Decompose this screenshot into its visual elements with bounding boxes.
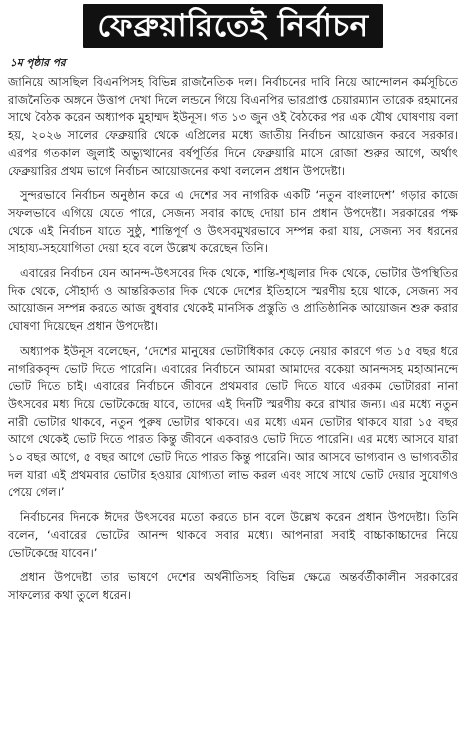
- article-paragraph: প্রধান উপদেষ্টা তার ভাষণে দেশের অর্থনীতিসহ বিভিন্ন ক্ষেত্রে অন্তর্বর্তীকালীন সরকারের সাফল্যের কথা তুলে ধরেন।: [8, 570, 458, 602]
- continued-from-label: ১ম পৃষ্ঠার পর: [10, 57, 66, 69]
- article-paragraph: এবারের নির্বাচন যেন আনন্দ-উৎসবের দিক থেকে, শান্তি-শৃঙ্খলার দিক থেকে, ভোটার উপস্থিতির দিক থেকে, সৌহার্দ্য ও আন্তরিকতার দিক থেকে দেশের ইতিহাসে স্মরণীয় হয়ে থাকে, সেজন্য সব আয়োজন সম্পন্ন করতে আজ বুধবার থেকেই মানসিক প্রস্তুতি ও প্রাতিষ্ঠানিক আয়োজন শুরু করার ঘোষণা দিয়েছেন প্রধান উপদেষ্টা।: [8, 266, 458, 334]
- article-paragraph: নির্বাচনের দিনকে ঈদের উৎসবের মতো করতে চান বলে উল্লেখ করেন প্রধান উপদেষ্টা। তিনি বলেন, ‘এবারের ভোটের আনন্দ থাকবে সবার মধ্যে। আপনারা সবাই বাচ্চাকাচ্চাদের নিয়ে ভোটকেন্দ্রে যাবেন।’: [8, 510, 458, 560]
- headline-banner: [8, 0, 458, 48]
- article-paragraph: জানিয়ে আসছিল বিএনপিসহ বিভিন্ন রাজনৈতিক দল। নির্বাচনের দাবি নিয়ে আন্দোলন কর্মসূচিতে রাজনৈতিক অঙ্গনে উত্তাপ দেখা দিলে লন্ডনে গিয়ে বিএনপির ভারপ্রাপ্ত চেয়ারম্যান তারেক রহমানের সাথে বৈঠক করেন অধ্যাপক মুহাম্মদ ইউনূস। গত ১৩ জুন ওই বৈঠকের পর এক যৌথ ঘোষণায় বলা হয়, ২০২৬ সালের ফেব্রুয়ারি থেকে এপ্রিলের মধ্যে জাতীয় নির্বাচন আয়োজন করবে সরকার। এরপর গতকাল জুলাই অভ্যুত্থানের বর্ষপূর্তির দিনে ফেব্রুয়ারি মাসে রোজা শুরুর আগে, অর্থাৎ ফেব্রুয়ারির প্রথম ভাগে নির্বাচন আয়োজনের কথা বললেন প্রধান উপদেষ্টা।: [8, 75, 458, 178]
- article-paragraph: সুন্দরভাবে নির্বাচন অনুষ্ঠান করে এ দেশের সব নাগরিক একটি ‘নতুন বাংলাদেশ’ গড়ার কাজে সফলভাবে এগিয়ে যেতে পারে, সেজন্য সবার কাছে দোয়া চান প্রধান উপদেষ্টা। সরকারের পক্ষ থেকে এই নির্বাচন যাতে সুষ্ঠু, শান্তিপূর্ণ ও উৎসবমুখরভাবে সম্পন্ন করা যায়, সেজন্য সব ধরনের সাহায্য-সহযোগিতা দেয়া হবে বলে উল্লেখ করেছেন তিনি।: [8, 188, 458, 256]
- article-paragraph: অধ্যাপক ইউনূস বলেছেন, ‘দেশের মানুষের ভোটাধিকার কেড়ে নেয়ার কারণে গত ১৫ বছর ধরে নাগরিকবৃন্দ ভোট দিতে পারেনি। এবারের নির্বাচনে আমরা আমাদের বকেয়া আনন্দসহ মহাআনন্দে ভোট দিতে চাই। এবারের নির্বাচনে জীবনে প্রথমবার ভোট দিতে যাবে এরকম ভোটাররা নানা উৎসবের মধ্য দিয়ে ভোটকেন্দ্রে যাবে, তাদের এই দিনটি স্মরণীয় করে রাখার জন্য। এর মধ্যে নতুন নারী ভোটার থাকবে, নতুন পুরুষ ভোটার থাকবে। এর মধ্যে এমন ভোটার থাকবে যারা ১৫ বছর আগে থেকেই ভোট দিতে পারত কিন্তু জীবনে একবারও ভোট দিতে পারেনি। এর মধ্যে আসবে যারা ১০ বছর আগে, ৫ বছর আগে ভোট দিতে পারত কিন্তু পারেনি। আর আসবে ভাগ্যবান ও ভাগ্যবতীর দল যারা এই প্রথমবার ভোটার হওয়ার যোগ্যতা লাভ করল এবং সাথে সাথে ভোট দেয়ার সুযোগও পেয়ে গেল।’: [8, 343, 458, 500]
- headline: ফেব্রুয়ারিতেই নির্বাচন: [83, 4, 382, 48]
